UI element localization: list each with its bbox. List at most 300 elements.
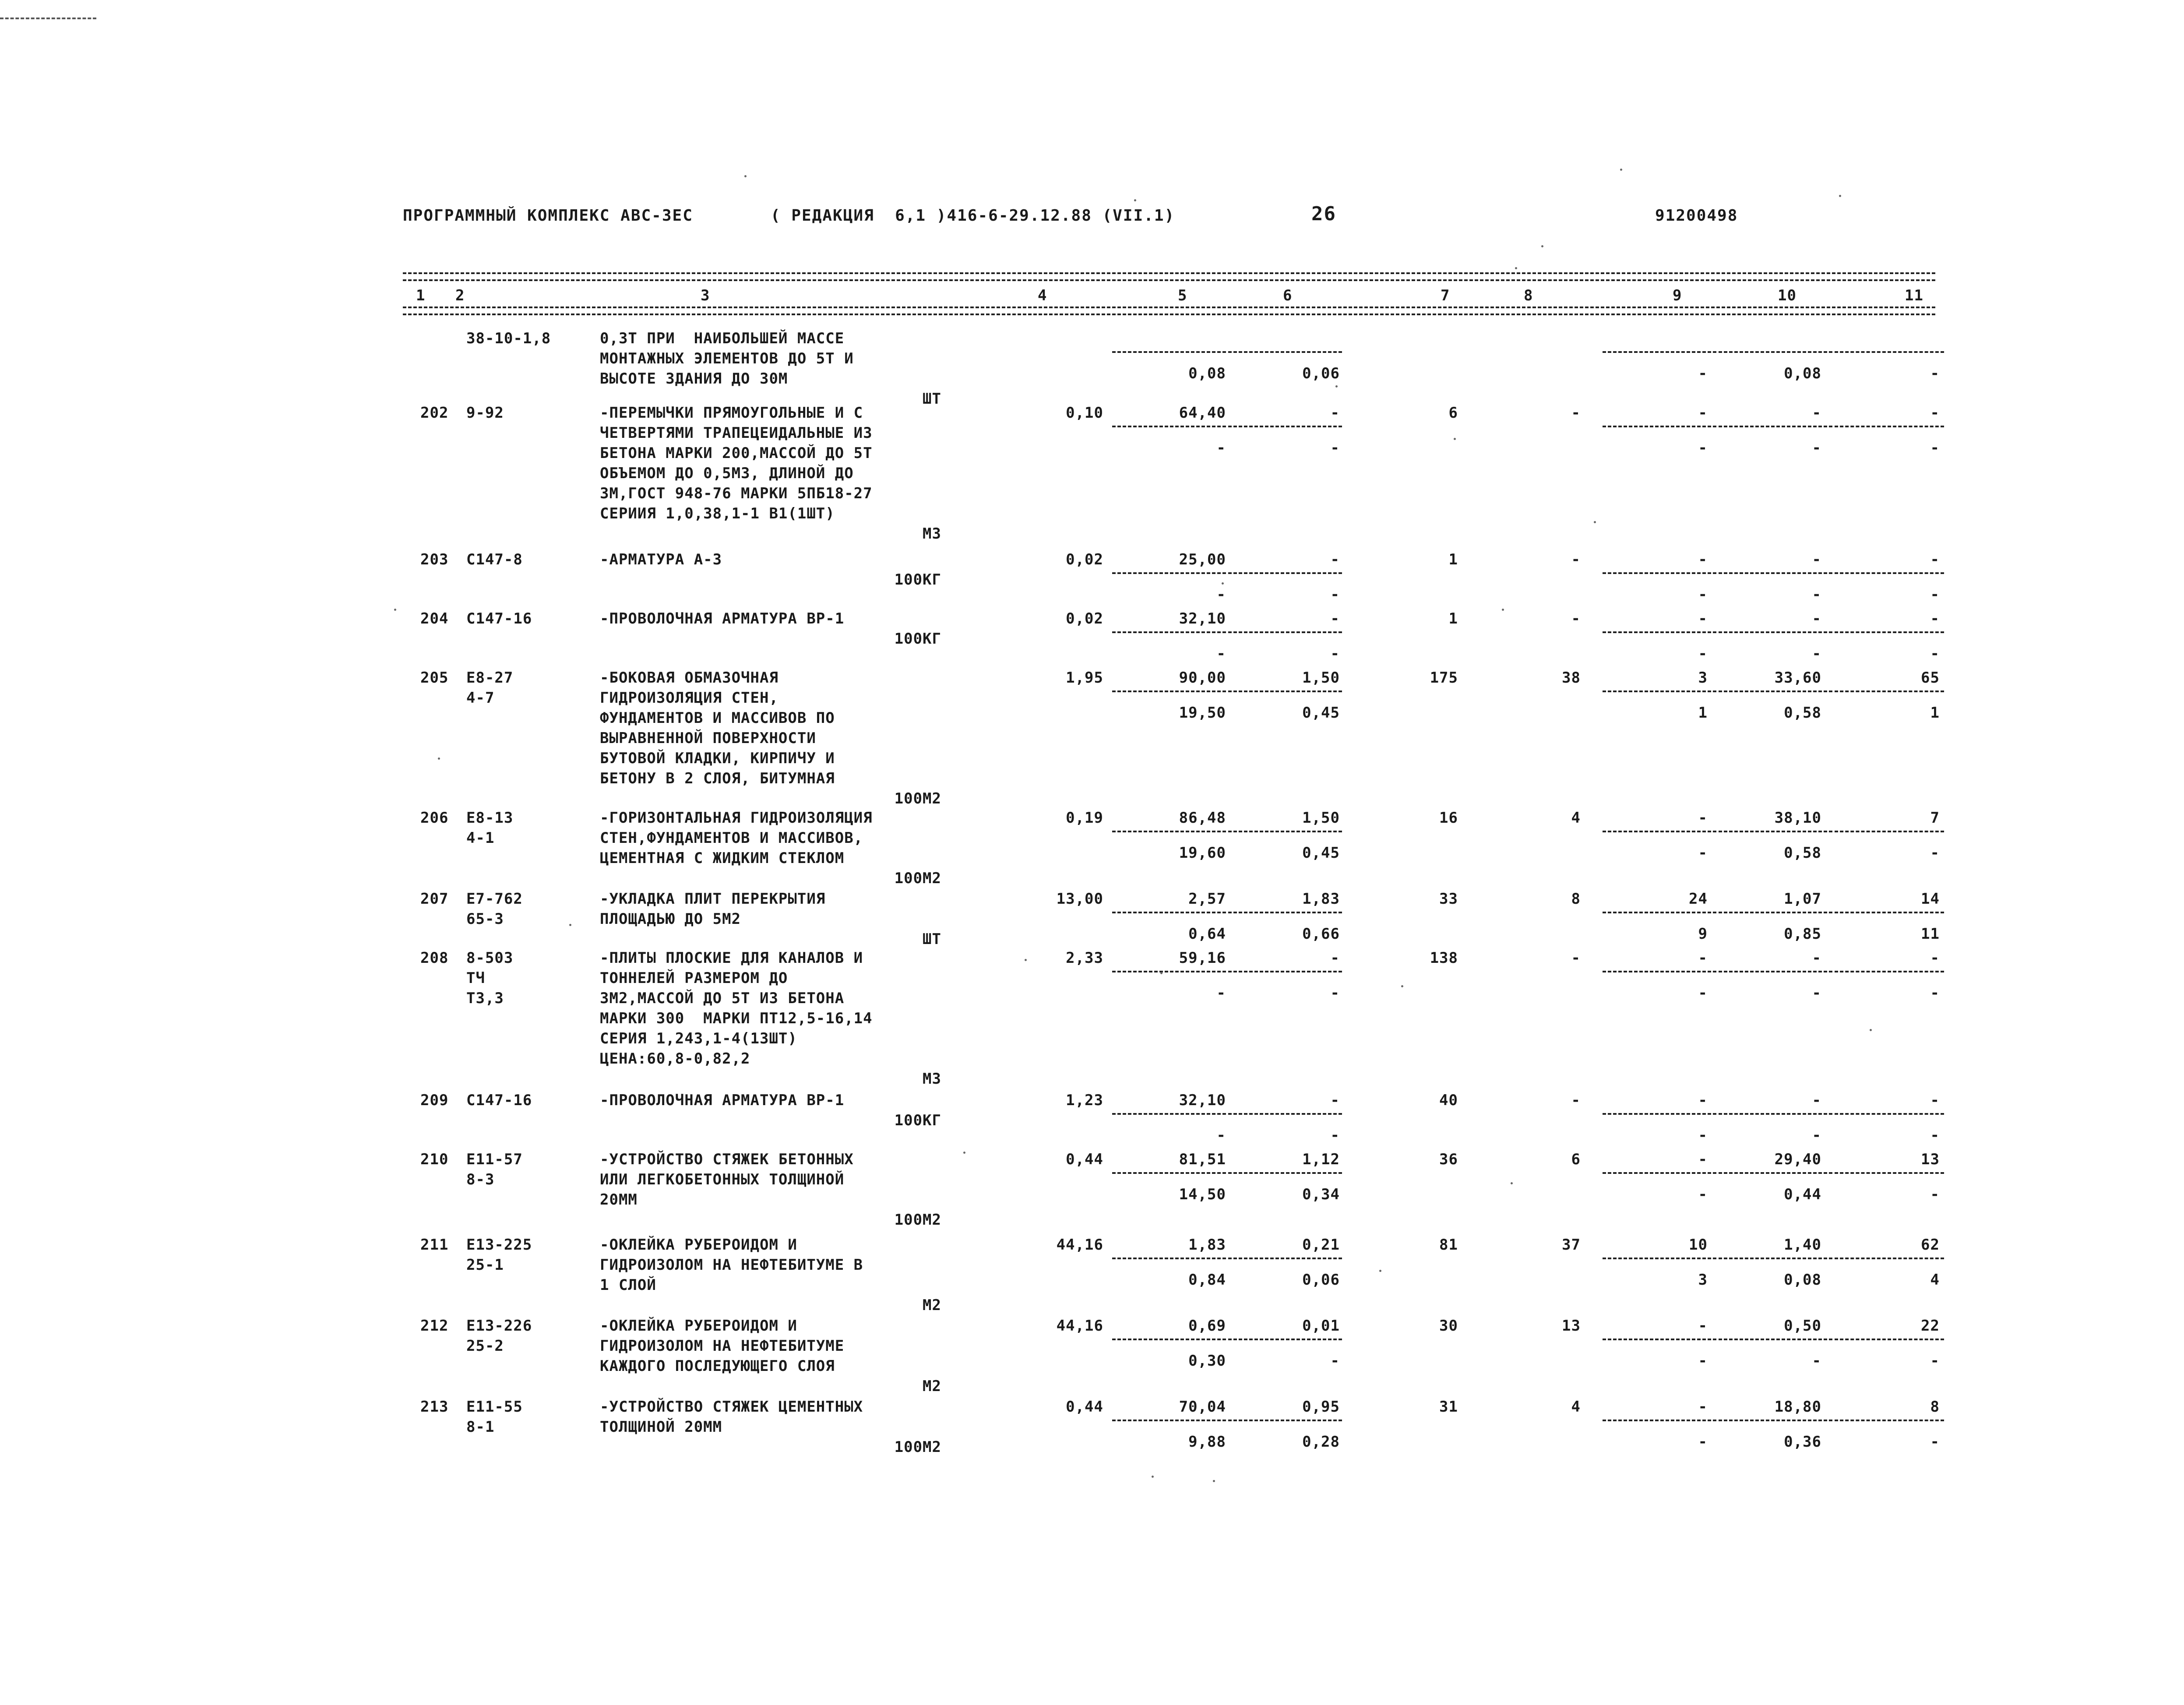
scan-speck	[1213, 1480, 1215, 1482]
cost-c9-bottom: -	[1698, 1433, 1708, 1451]
cost-divider-c5	[1112, 1113, 1226, 1115]
cost-divider-c10	[1719, 631, 1832, 633]
cost-c9-top: -	[1698, 551, 1708, 568]
machine-cost: 8	[1571, 890, 1581, 908]
cost-c5-top: 64,40	[1179, 404, 1226, 422]
cost-c10-top: 38,10	[1774, 809, 1821, 827]
work-code: 4-7	[466, 689, 495, 707]
cost-divider-c6	[1228, 831, 1342, 832]
cost-divider-c11	[1835, 1258, 1944, 1259]
cost-c11-top: 13	[1921, 1151, 1940, 1168]
cost-c9-top: -	[1698, 1398, 1708, 1416]
row-number: 202	[420, 404, 449, 422]
scan-speck	[1335, 385, 1338, 388]
quantity: 0,44	[1066, 1151, 1103, 1168]
cost-c9-top: 24	[1689, 890, 1708, 908]
cost-c10-top: -	[1812, 610, 1821, 627]
cost-c11-bottom: 1	[1930, 704, 1940, 722]
cost-divider-c9	[1603, 831, 1716, 832]
scan-speck	[1401, 985, 1403, 987]
cost-divider-c10	[1719, 1258, 1832, 1259]
work-code: 65-3	[466, 910, 504, 928]
cost-c5-bottom: 19,50	[1179, 704, 1226, 722]
cost-c6-bottom: -	[1330, 984, 1340, 1002]
work-description: БЕТОНА МАРКИ 200,МАССОЙ ДО 5Т	[600, 444, 873, 462]
cost-c11-bottom: 11	[1921, 925, 1940, 943]
cost-divider-c5	[1112, 1172, 1226, 1174]
row-number: 211	[420, 1236, 449, 1254]
cost-c10-bottom: -	[1812, 439, 1821, 457]
cost-divider-c6	[1228, 690, 1342, 692]
work-description: ФУНДАМЕНТОВ И МАССИВОВ ПО	[600, 709, 835, 727]
cost-c6-bottom: 0,66	[1302, 925, 1340, 943]
cost-divider-c9	[1603, 1113, 1716, 1115]
cost-c6-bottom: 0,45	[1302, 704, 1340, 722]
cost-divider-c9	[1603, 971, 1716, 972]
row-number: 206	[420, 809, 449, 827]
cost-divider-c6	[1228, 971, 1342, 972]
cost-c10-top: -	[1812, 404, 1821, 422]
cost-divider-c11	[1835, 912, 1944, 913]
document-code: 91200498	[1655, 207, 1738, 225]
labor-cost: 33	[1439, 890, 1458, 908]
cost-c11-top: 14	[1921, 890, 1940, 908]
cost-c9-bottom: -	[1698, 586, 1708, 603]
machine-cost: 38	[1562, 669, 1581, 687]
cost-c6-top: 1,12	[1302, 1151, 1340, 1168]
scan-speck	[1870, 1029, 1872, 1031]
cost-divider-c6	[1228, 572, 1342, 574]
cost-c6-bottom: 0,45	[1302, 844, 1340, 862]
cost-c9-top: -	[1698, 1317, 1708, 1335]
cost-c9-top: -	[1698, 809, 1708, 827]
machine-cost: -	[1571, 949, 1581, 967]
cost-c6-top: -	[1330, 551, 1340, 568]
labor-cost: 6	[1448, 404, 1458, 422]
quantity: 0,10	[1066, 404, 1103, 422]
cost-c9-top: 3	[1698, 669, 1708, 687]
cost-c11-top: -	[1930, 404, 1940, 422]
column-header-7: 7	[1441, 287, 1450, 304]
work-description: 0,3Т ПРИ НАИБОЛЬШЕЙ МАССЕ	[600, 330, 845, 347]
work-code: 4-1	[466, 829, 495, 847]
machine-cost: 37	[1562, 1236, 1581, 1254]
cost-c9-bottom: -	[1698, 365, 1708, 382]
cost-c10-bottom: 0,36	[1784, 1433, 1821, 1451]
cost-divider-c5	[1112, 912, 1226, 913]
cost-c6-bottom: -	[1330, 1127, 1340, 1144]
cost-c9-top: -	[1698, 404, 1708, 422]
cost-c9-bottom: -	[1698, 1186, 1708, 1203]
work-description: 3М,ГОСТ 948-76 МАРКИ 5ПБ18-27	[600, 485, 873, 502]
work-code: Е13-226	[466, 1317, 532, 1335]
scan-mark	[0, 18, 96, 19]
work-description: -ПРОВОЛОЧНАЯ АРМАТУРА ВР-1	[600, 1092, 845, 1109]
work-description: -ПРОВОЛОЧНАЯ АРМАТУРА ВР-1	[600, 610, 845, 627]
cost-c10-top: 1,40	[1784, 1236, 1821, 1254]
cost-c6-top: -	[1330, 404, 1340, 422]
work-code: 8-3	[466, 1171, 495, 1188]
labor-cost: 31	[1439, 1398, 1458, 1416]
column-header-4: 4	[1038, 287, 1047, 304]
work-description: -ПЕРЕМЫЧКИ ПРЯМОУГОЛЬНЫЕ И С	[600, 404, 863, 422]
quantity: 1,95	[1066, 669, 1103, 687]
cost-c10-bottom: 0,85	[1784, 925, 1821, 943]
column-header-6: 6	[1283, 287, 1293, 304]
cost-c10-bottom: -	[1812, 1352, 1821, 1370]
cost-c9-bottom: -	[1698, 984, 1708, 1002]
cost-c5-bottom: -	[1216, 586, 1226, 603]
quantity: 0,02	[1066, 610, 1103, 627]
cost-c6-bottom: 0,06	[1302, 365, 1340, 382]
cost-c9-bottom: 3	[1698, 1271, 1708, 1289]
work-description: -ОКЛЕЙКА РУБЕРОИДОМ И	[600, 1236, 797, 1254]
machine-cost: -	[1571, 404, 1581, 422]
row-number: 212	[420, 1317, 449, 1335]
cost-c6-bottom: -	[1330, 1352, 1340, 1370]
work-code: 8-503	[466, 949, 514, 967]
cost-divider-c10	[1719, 971, 1832, 972]
cost-c5-bottom: 9,88	[1188, 1433, 1226, 1451]
work-code: С147-8	[466, 551, 523, 568]
cost-c6-top: -	[1330, 949, 1340, 967]
cost-c9-bottom: -	[1698, 1352, 1708, 1370]
cost-c10-top: 33,60	[1774, 669, 1821, 687]
cost-c5-top: 1,83	[1188, 1236, 1226, 1254]
cost-c11-top: -	[1930, 610, 1940, 627]
scan-speck	[1379, 1270, 1381, 1272]
cost-divider-c5	[1112, 572, 1226, 574]
work-code: Е13-225	[466, 1236, 532, 1254]
cost-divider-c11	[1835, 631, 1944, 633]
quantity: 13,00	[1056, 890, 1103, 908]
cost-c5-top: 70,04	[1179, 1398, 1226, 1416]
work-code: С147-16	[466, 1092, 532, 1109]
work-description: -БОКОВАЯ ОБМАЗОЧНАЯ	[600, 669, 778, 687]
work-description: ТОЛЩИНОЙ 20ММ	[600, 1418, 722, 1436]
cost-divider-c11	[1835, 572, 1944, 574]
cost-c5-top: 2,57	[1188, 890, 1226, 908]
cost-divider-c11	[1835, 426, 1944, 427]
work-description: -УСТРОЙСТВО СТЯЖЕК ЦЕМЕНТНЫХ	[600, 1398, 863, 1416]
unit-of-measure: 100М2	[894, 1211, 941, 1229]
labor-cost: 1	[1448, 610, 1458, 627]
cost-c11-bottom: -	[1930, 586, 1940, 603]
row-number: 209	[420, 1092, 449, 1109]
cost-c10-bottom: -	[1812, 984, 1821, 1002]
work-description: МОНТАЖНЫХ ЭЛЕМЕНТОВ ДО 5Т И	[600, 350, 854, 367]
cost-divider-c6	[1228, 1258, 1342, 1259]
work-code: 25-2	[466, 1337, 504, 1355]
header-rule-top	[403, 272, 1935, 281]
cost-c10-bottom: -	[1812, 1127, 1821, 1144]
scan-speck	[1511, 1182, 1513, 1184]
machine-cost: 4	[1571, 1398, 1581, 1416]
cost-c10-top: -	[1812, 1092, 1821, 1109]
work-description: МАРКИ 300 МАРКИ ПТ12,5-16,14	[600, 1010, 873, 1027]
cost-c5-bottom: 19,60	[1179, 844, 1226, 862]
scan-speck	[1541, 245, 1543, 247]
unit-of-measure: 100КГ	[894, 571, 941, 588]
work-description: 1 СЛОЙ	[600, 1276, 656, 1294]
scan-speck	[1620, 169, 1622, 171]
cost-divider-c10	[1719, 351, 1832, 353]
cost-c11-bottom: -	[1930, 1186, 1940, 1203]
cost-c5-bottom: 14,50	[1179, 1186, 1226, 1203]
cost-c10-bottom: 0,58	[1784, 844, 1821, 862]
scan-speck	[1152, 1476, 1154, 1478]
cost-c10-bottom: -	[1812, 586, 1821, 603]
cost-c9-top: -	[1698, 1092, 1708, 1109]
cost-divider-c11	[1835, 351, 1944, 353]
row-number: 213	[420, 1398, 449, 1416]
cost-divider-c11	[1835, 1339, 1944, 1340]
work-description: -УСТРОЙСТВО СТЯЖЕК БЕТОННЫХ	[600, 1151, 854, 1168]
row-number: 203	[420, 551, 449, 568]
work-code: Е8-27	[466, 669, 514, 687]
cost-divider-c11	[1835, 690, 1944, 692]
row-number: 207	[420, 890, 449, 908]
work-description: -УКЛАДКА ПЛИТ ПЕРЕКРЫТИЯ	[600, 890, 826, 908]
cost-divider-c5	[1112, 831, 1226, 832]
cost-c9-top: -	[1698, 610, 1708, 627]
cost-c6-top: 1,50	[1302, 669, 1340, 687]
work-description: ВЫСОТЕ ЗДАНИЯ ДО 30М	[600, 370, 788, 388]
cost-c11-top: 8	[1930, 1398, 1940, 1416]
cost-c11-top: 7	[1930, 809, 1940, 827]
cost-c11-bottom: 4	[1930, 1271, 1940, 1289]
cost-c6-bottom: 0,06	[1302, 1271, 1340, 1289]
cost-c11-bottom: -	[1930, 439, 1940, 457]
scan-speck	[1594, 521, 1596, 523]
cost-c5-bottom: 0,30	[1188, 1352, 1226, 1370]
unit-of-measure: М2	[923, 1377, 941, 1395]
scan-speck	[1502, 609, 1504, 611]
cost-c5-top: 86,48	[1179, 809, 1226, 827]
cost-c5-bottom: -	[1216, 645, 1226, 662]
cost-divider-c9	[1603, 912, 1716, 913]
cost-c9-bottom: -	[1698, 645, 1708, 662]
cost-divider-c5	[1112, 1339, 1226, 1340]
work-description: КАЖДОГО ПОСЛЕДУЮЩЕГО СЛОЯ	[600, 1357, 835, 1375]
quantity: 44,16	[1056, 1236, 1103, 1254]
cost-c5-bottom: -	[1216, 984, 1226, 1002]
labor-cost: 30	[1439, 1317, 1458, 1335]
machine-cost: -	[1571, 1092, 1581, 1109]
cost-divider-c5	[1112, 631, 1226, 633]
labor-cost: 36	[1439, 1151, 1458, 1168]
cost-divider-c10	[1719, 831, 1832, 832]
cost-divider-c9	[1603, 426, 1716, 427]
work-code: 38-10-1,8	[466, 330, 551, 347]
work-description: ЦЕМЕНТНАЯ С ЖИДКИМ СТЕКЛОМ	[600, 849, 845, 867]
labor-cost: 40	[1439, 1092, 1458, 1109]
labor-cost: 81	[1439, 1236, 1458, 1254]
scan-speck	[963, 1152, 965, 1154]
work-description: ВЫРАВНЕННОЙ ПОВЕРХНОСТИ	[600, 729, 816, 747]
work-description: -АРМАТУРА А-3	[600, 551, 722, 568]
unit-of-measure: ШТ	[923, 390, 941, 408]
work-description: ЦЕНА:60,8-0,82,2	[600, 1050, 750, 1067]
cost-c11-bottom: -	[1930, 365, 1940, 382]
work-description: -ОКЛЕЙКА РУБЕРОИДОМ И	[600, 1317, 797, 1335]
cost-c11-top: -	[1930, 551, 1940, 568]
work-description: СТЕН,ФУНДАМЕНТОВ И МАССИВОВ,	[600, 829, 863, 847]
cost-c11-bottom: -	[1930, 645, 1940, 662]
cost-divider-c6	[1228, 912, 1342, 913]
quantity: 44,16	[1056, 1317, 1103, 1335]
cost-c10-bottom: 0,08	[1784, 365, 1821, 382]
cost-c6-bottom: -	[1330, 586, 1340, 603]
machine-cost: -	[1571, 551, 1581, 568]
cost-divider-c9	[1603, 1339, 1716, 1340]
work-code: 8-1	[466, 1418, 495, 1436]
unit-of-measure: М3	[923, 525, 941, 542]
cost-c9-bottom: 9	[1698, 925, 1708, 943]
labor-cost: 175	[1430, 669, 1458, 687]
work-description: ОБЪЕМОМ ДО 0,5М3, ДЛИНОЙ ДО	[600, 465, 854, 482]
cost-divider-c5	[1112, 971, 1226, 972]
program-title: ПРОГРАММНЫЙ КОМПЛЕКС АВС-ЗЕС	[403, 207, 693, 225]
scan-speck	[1454, 438, 1456, 440]
cost-divider-c10	[1719, 1113, 1832, 1115]
scan-speck	[1515, 267, 1517, 269]
cost-divider-c11	[1835, 1172, 1944, 1174]
edition-label: ( РЕДАКЦИЯ 6,1 )416-6-29.12.88 (VII.1)	[771, 207, 1175, 225]
work-code: Е11-55	[466, 1398, 523, 1416]
work-description: ПЛОЩАДЬЮ ДО 5М2	[600, 910, 741, 928]
cost-c6-top: 0,95	[1302, 1398, 1340, 1416]
cost-c5-bottom: -	[1216, 439, 1226, 457]
unit-of-measure: 100М2	[894, 1438, 941, 1456]
cost-c6-top: 0,01	[1302, 1317, 1340, 1335]
cost-divider-c9	[1603, 1172, 1716, 1174]
work-description: 3М2,МАССОЙ ДО 5Т ИЗ БЕТОНА	[600, 990, 845, 1007]
column-header-1: 1	[416, 287, 426, 304]
cost-c11-top: -	[1930, 1092, 1940, 1109]
cost-divider-c6	[1228, 1420, 1342, 1421]
cost-divider-c9	[1603, 572, 1716, 574]
cost-c11-top: 22	[1921, 1317, 1940, 1335]
column-header-3: 3	[701, 287, 710, 304]
machine-cost: 6	[1571, 1151, 1581, 1168]
machine-cost: 4	[1571, 809, 1581, 827]
unit-of-measure: 100КГ	[894, 630, 941, 648]
cost-c5-bottom: -	[1216, 1127, 1226, 1144]
cost-c11-bottom: -	[1930, 1127, 1940, 1144]
unit-of-measure: 100КГ	[894, 1112, 941, 1129]
cost-c6-top: 1,50	[1302, 809, 1340, 827]
quantity: 0,19	[1066, 809, 1103, 827]
cost-divider-c5	[1112, 351, 1226, 353]
cost-divider-c10	[1719, 1420, 1832, 1421]
row-number: 208	[420, 949, 449, 967]
cost-divider-c5	[1112, 1258, 1226, 1259]
cost-c5-top: 0,69	[1188, 1317, 1226, 1335]
cost-divider-c6	[1228, 426, 1342, 427]
cost-divider-c6	[1228, 1339, 1342, 1340]
cost-c6-top: -	[1330, 610, 1340, 627]
cost-c6-top: -	[1330, 1092, 1340, 1109]
machine-cost: 13	[1562, 1317, 1581, 1335]
cost-c11-bottom: -	[1930, 1352, 1940, 1370]
cost-c10-bottom: -	[1812, 645, 1821, 662]
cost-c5-top: 32,10	[1179, 1092, 1226, 1109]
scan-speck	[1134, 199, 1136, 201]
work-description: ИЛИ ЛЕГКОБЕТОННЫХ ТОЛЩИНОЙ	[600, 1171, 845, 1188]
cost-c10-bottom: 0,44	[1784, 1186, 1821, 1203]
cost-c11-top: -	[1930, 949, 1940, 967]
cost-c11-top: 65	[1921, 669, 1940, 687]
cost-c9-top: 10	[1689, 1236, 1708, 1254]
cost-c5-top: 81,51	[1179, 1151, 1226, 1168]
cost-divider-c9	[1603, 351, 1716, 353]
work-description: СЕРИИЯ 1,0,38,1-1 В1(1ШТ)	[600, 505, 835, 522]
work-description: ГИДРОИЗОЛОМ НА НЕФТЕБИТУМЕ В	[600, 1256, 863, 1274]
cost-c5-top: 59,16	[1179, 949, 1226, 967]
cost-c6-top: 1,83	[1302, 890, 1340, 908]
work-description: -ПЛИТЫ ПЛОСКИЕ ДЛЯ КАНАЛОВ И	[600, 949, 863, 967]
unit-of-measure: ШТ	[923, 930, 941, 948]
scan-speck	[569, 924, 571, 926]
work-description: ГИДРОИЗОЛОМ НА НЕФТЕБИТУМЕ	[600, 1337, 845, 1355]
work-description: ТОННЕЛЕЙ РАЗМЕРОМ ДО	[600, 969, 788, 987]
work-code: Е7-762	[466, 890, 523, 908]
quantity: 1,23	[1066, 1092, 1103, 1109]
cost-c10-top: 1,07	[1784, 890, 1821, 908]
cost-divider-c6	[1228, 1172, 1342, 1174]
cost-divider-c9	[1603, 631, 1716, 633]
cost-divider-c6	[1228, 351, 1342, 353]
cost-c5-top: 90,00	[1179, 669, 1226, 687]
cost-divider-c10	[1719, 1339, 1832, 1340]
work-code: ТЧ	[466, 969, 485, 987]
cost-divider-c11	[1835, 971, 1944, 972]
work-code: Е11-57	[466, 1151, 523, 1168]
cost-c10-top: -	[1812, 551, 1821, 568]
scan-speck	[744, 175, 747, 177]
cost-c9-bottom: -	[1698, 844, 1708, 862]
cost-c6-bottom: 0,28	[1302, 1433, 1340, 1451]
cost-c11-bottom: -	[1930, 984, 1940, 1002]
cost-divider-c6	[1228, 631, 1342, 633]
cost-divider-c11	[1835, 831, 1944, 832]
cost-divider-c10	[1719, 690, 1832, 692]
unit-of-measure: 100М2	[894, 790, 941, 807]
work-code: 9-92	[466, 404, 504, 422]
header-rule-bottom	[403, 306, 1935, 315]
cost-c9-bottom: -	[1698, 439, 1708, 457]
work-description: СЕРИЯ 1,243,1-4(13ШТ)	[600, 1030, 797, 1047]
work-description: 20ММ	[600, 1191, 638, 1208]
unit-of-measure: М3	[923, 1070, 941, 1088]
cost-c10-top: 29,40	[1774, 1151, 1821, 1168]
cost-c10-top: -	[1812, 949, 1821, 967]
cost-c11-bottom: -	[1930, 844, 1940, 862]
cost-c9-bottom: -	[1698, 1127, 1708, 1144]
machine-cost: -	[1571, 610, 1581, 627]
column-header-11: 11	[1905, 287, 1923, 304]
cost-divider-c9	[1603, 1420, 1716, 1421]
cost-c6-bottom: -	[1330, 439, 1340, 457]
cost-divider-c11	[1835, 1113, 1944, 1115]
cost-divider-c9	[1603, 690, 1716, 692]
cost-c10-top: 0,50	[1784, 1317, 1821, 1335]
cost-divider-c10	[1719, 572, 1832, 574]
labor-cost: 138	[1430, 949, 1458, 967]
cost-c11-bottom: -	[1930, 1433, 1940, 1451]
scan-speck	[438, 757, 440, 760]
